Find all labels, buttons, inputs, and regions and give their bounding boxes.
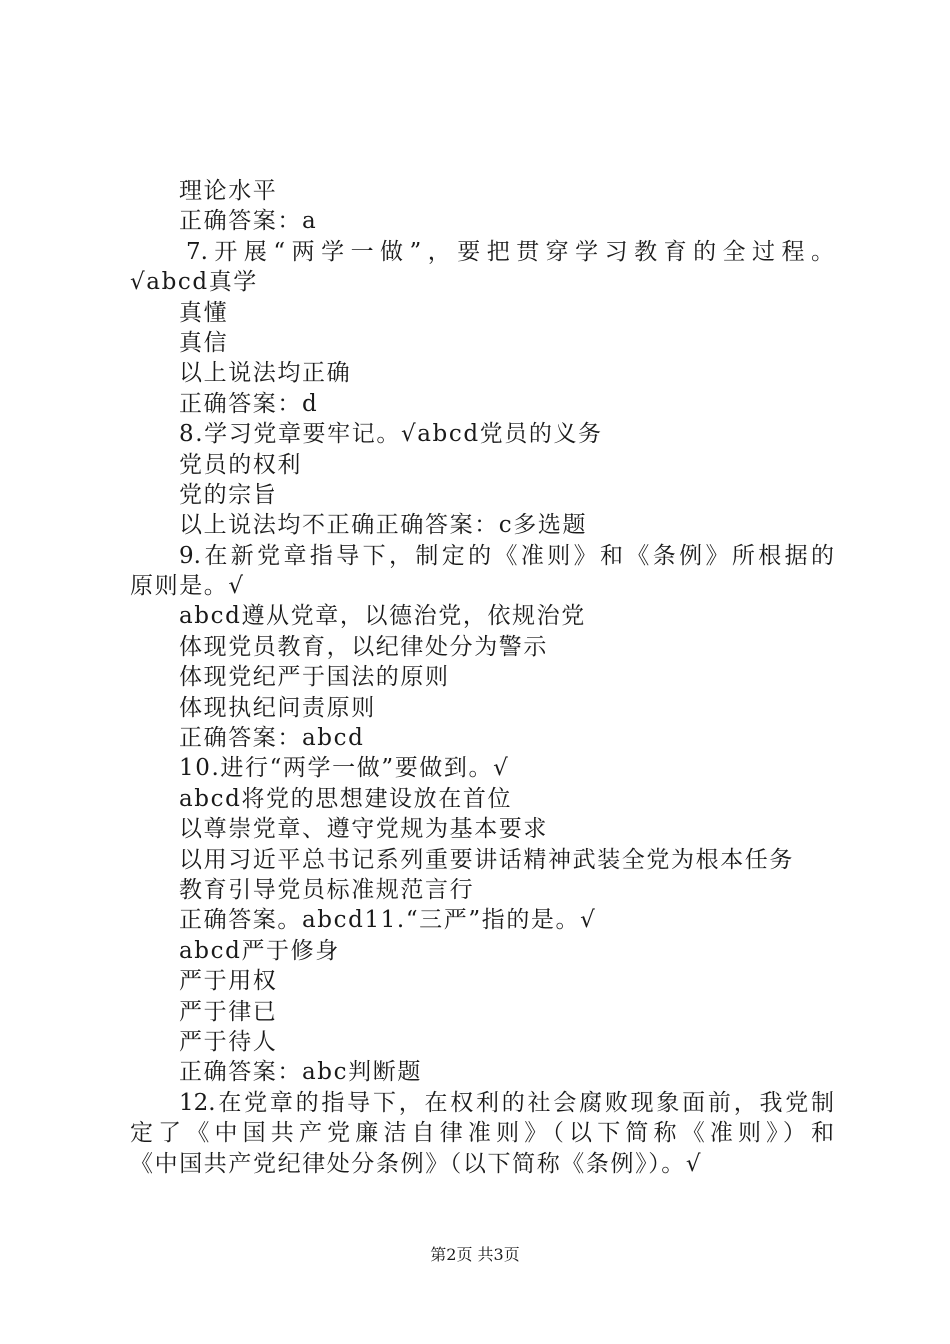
option-line: 体现执纪问责原则 bbox=[179, 694, 376, 721]
answer-line: 正确答案：abcd bbox=[179, 725, 365, 752]
page-footer: 第2页 共3页 bbox=[430, 1245, 520, 1264]
question-12-continued: 定了《中国共产党廉洁自律准则》（以下简称《准则》）和 bbox=[130, 1120, 834, 1147]
question-12-continued: 《中国共产党纪律处分条例》（以下简称《条例》）。√ bbox=[130, 1150, 703, 1177]
option-line: 真懂 bbox=[179, 299, 229, 326]
question-9-continued: 原则是。√ bbox=[130, 573, 245, 600]
option-line: abcd严于修身 bbox=[179, 937, 340, 964]
option-line: 教育引导党员标准规范言行 bbox=[179, 876, 475, 903]
option-line: 严于用权 bbox=[179, 968, 278, 995]
option-line: abcd将党的思想建设放在首位 bbox=[179, 785, 513, 812]
answer-line: 正确答案：a bbox=[179, 208, 318, 235]
answer-line: 正确答案：abc判断题 bbox=[179, 1059, 422, 1086]
option-line: 以上说法均正确 bbox=[179, 360, 352, 387]
option-line: √abcd真学 bbox=[130, 269, 258, 296]
question-12: 12.在党章的指导下，在权利的社会腐败现象面前，我党制 bbox=[179, 1089, 834, 1116]
question-10: 10.进行“两学一做”要做到。√ bbox=[179, 755, 510, 782]
option-line: 严于律已 bbox=[179, 998, 278, 1025]
document-body bbox=[130, 176, 834, 1179]
option-line: 以尊崇党章、遵守党规为基本要求 bbox=[179, 816, 548, 843]
option-line: 体现党纪严于国法的原则 bbox=[179, 664, 450, 691]
option-line: 体现党员教育，以纪律处分为警示 bbox=[179, 633, 548, 660]
option-line: 以用习近平总书记系列重要讲话精神武装全党为根本任务 bbox=[179, 846, 794, 873]
text-line: 理论水平 bbox=[179, 178, 278, 204]
option-line: 严于待人 bbox=[179, 1028, 278, 1055]
option-line: 党的宗旨 bbox=[179, 481, 278, 508]
question-9: 9.在新党章指导下，制定的《准则》和《条例》所根据的 bbox=[179, 542, 834, 569]
option-line: abcd遵从党章，以德治党，依规治党 bbox=[179, 603, 586, 630]
answer-line: 以上说法均不正确正确答案：c多选题 bbox=[179, 512, 588, 539]
option-line: 真信 bbox=[179, 329, 229, 356]
question-8: 8.学习党章要牢记。√abcd党员的义务 bbox=[179, 421, 603, 448]
question-7: 7.开展“两学一做”，要把贯穿学习教育的全过程。 bbox=[186, 238, 834, 265]
option-line: 党员的权利 bbox=[179, 451, 302, 478]
answer-line: 正确答案：d bbox=[179, 390, 319, 417]
answer-line: 正确答案。abcd11.“三严”指的是。√ bbox=[179, 907, 597, 934]
